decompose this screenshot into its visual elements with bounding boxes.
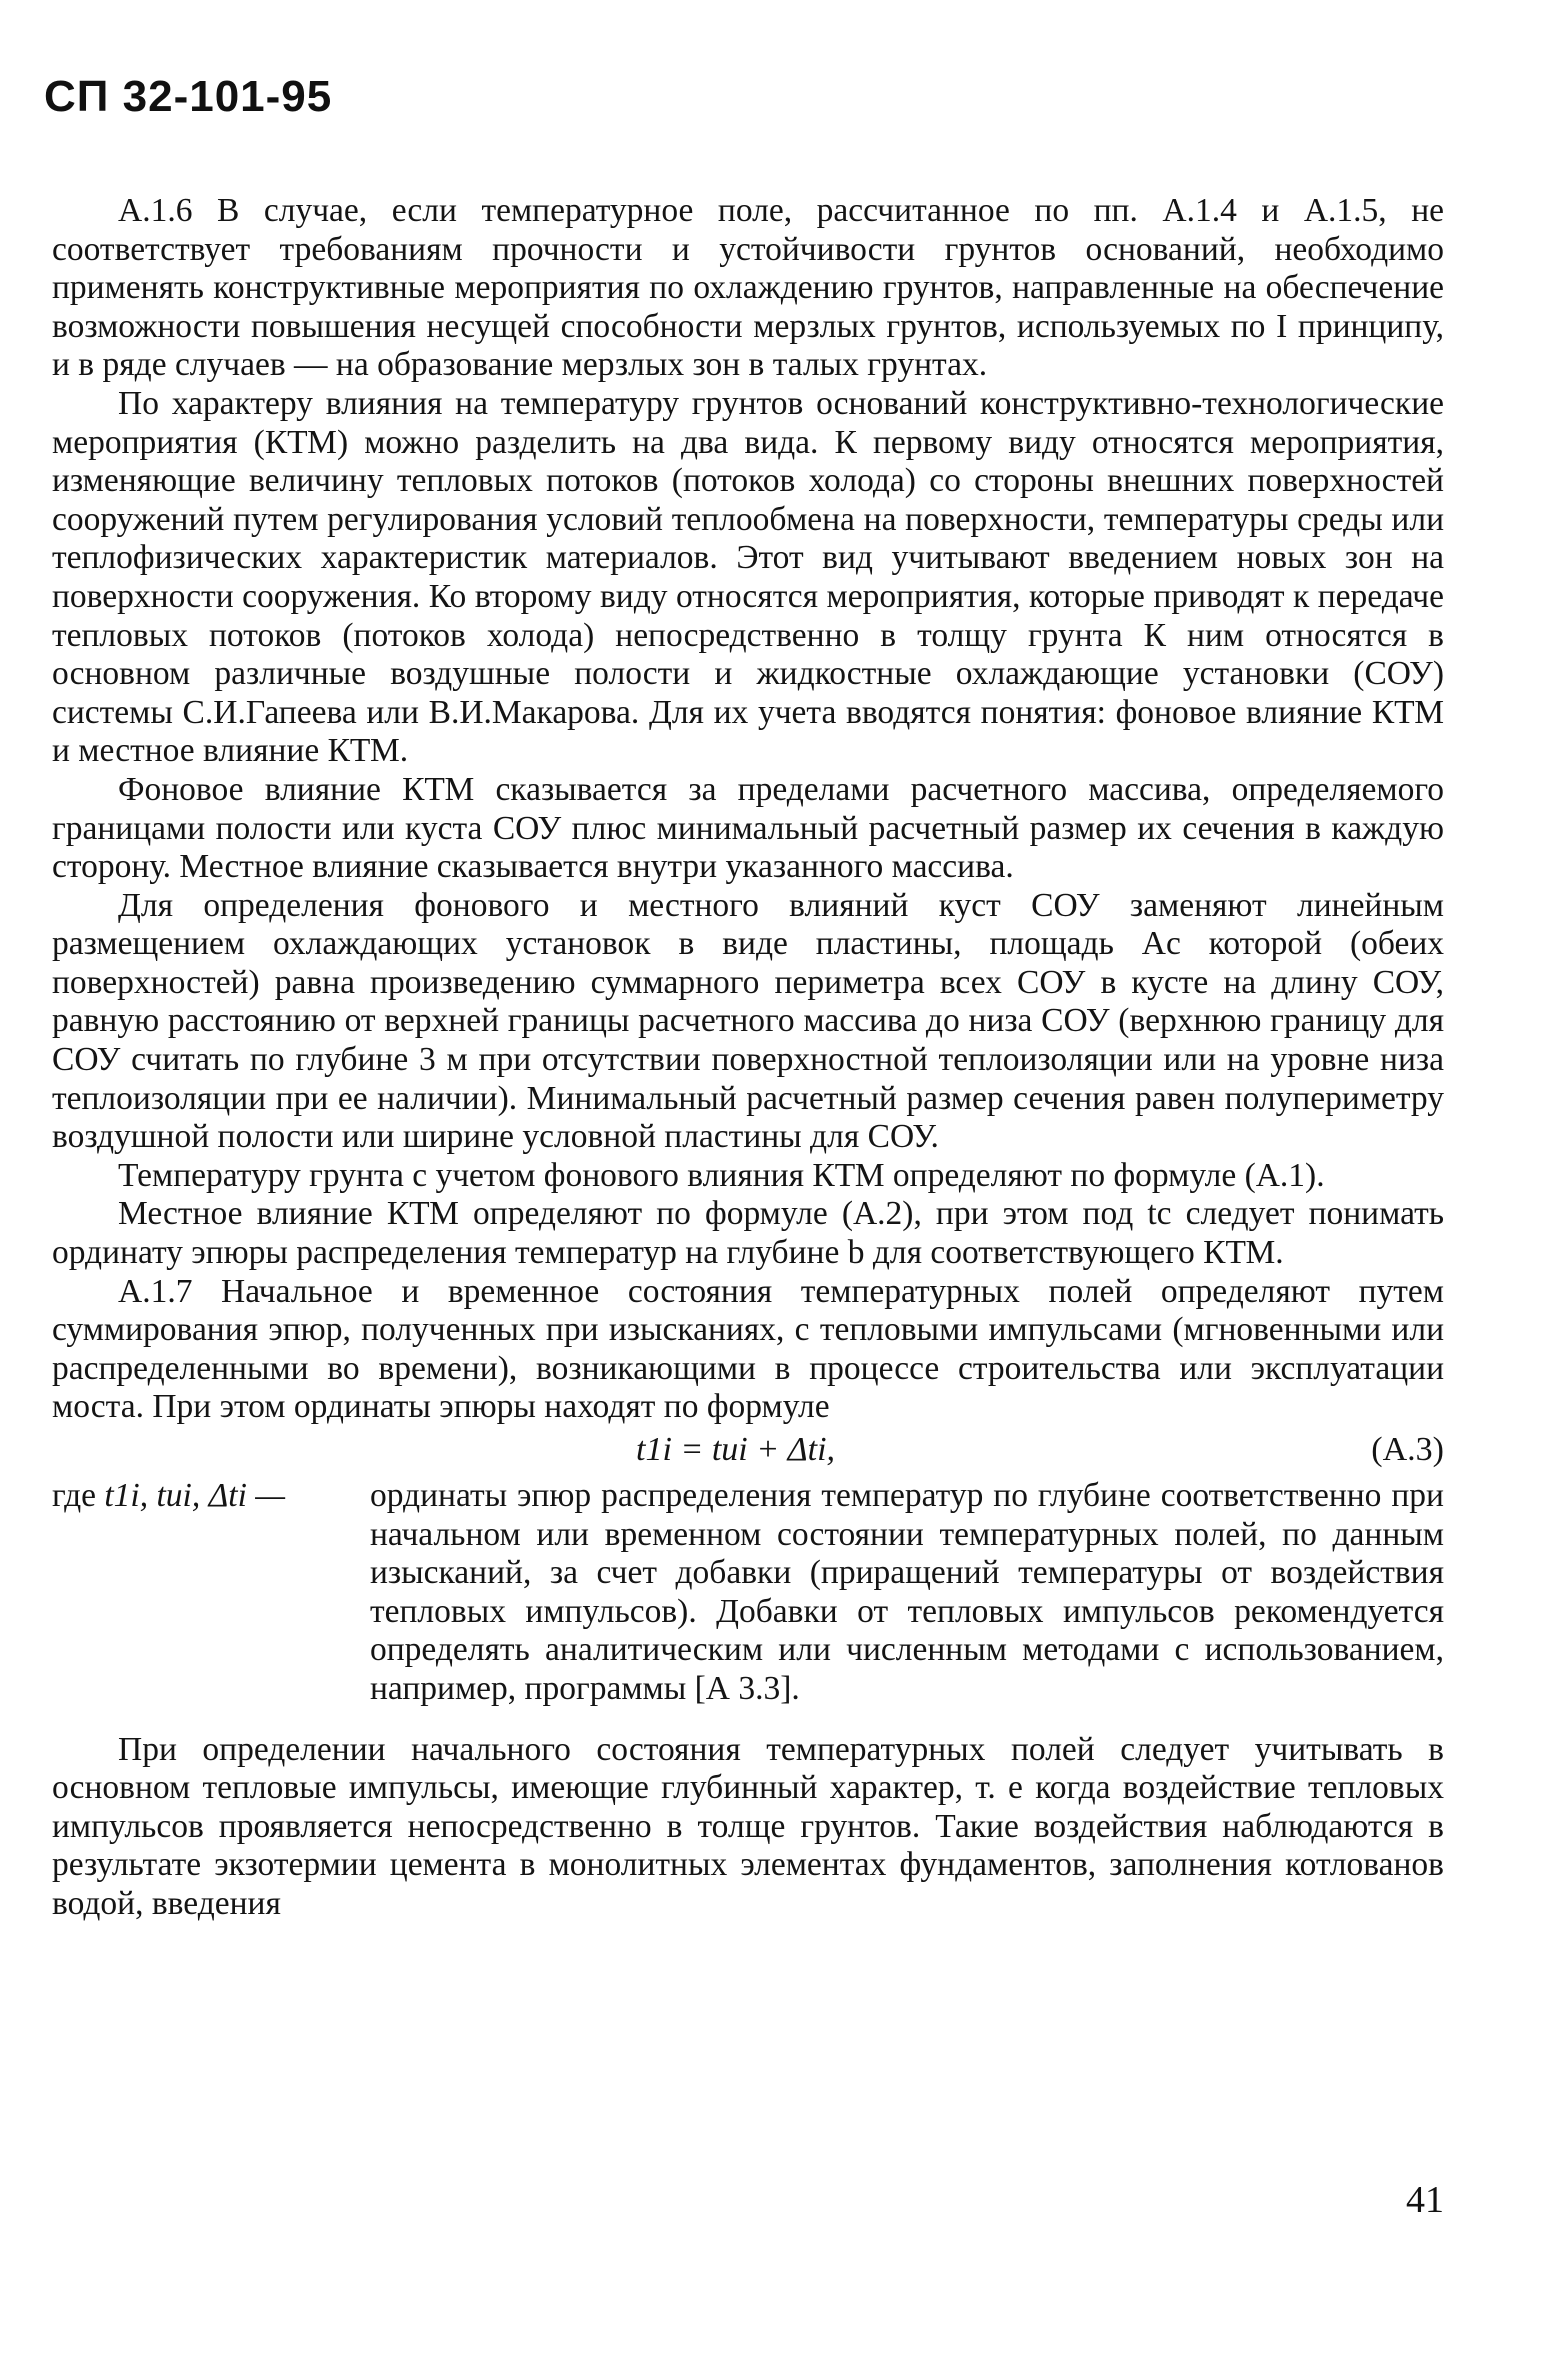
paragraph-formula-a1: Температуру грунта с учетом фонового влияния КТМ определяют по формуле (А.1). bbox=[118, 1156, 1325, 1194]
paragraph-formula-a2: Местное влияние КТМ определяют по формуле (А.2), при этом под tc следует понимать ординату эпюры распределения температур на глубине b для соответствующего КТМ. bbox=[52, 1195, 1444, 1272]
document-code-header: СП 32-101-95 bbox=[44, 72, 333, 121]
formula-a3: t1i = tиi + Δti, bbox=[636, 1431, 836, 1468]
legend-symbols bbox=[52, 1477, 370, 1709]
document-body bbox=[52, 192, 1444, 1924]
legend-symbol-list: t1i, tиi, Δti — bbox=[104, 1477, 286, 1514]
formula-legend bbox=[52, 1477, 1444, 1709]
paragraph-a-1-7: А.1.7 Начальное и временное состояния температурных полей определяют путем суммирования эпюр, полученных при изысканиях, с тепловыми импульсами (мгновенными или распределенными во времени), возникающими в процессе строительства или эксплуатации моста. При этом ординаты эпюры находят по формуле bbox=[52, 1272, 1444, 1426]
page-number: 41 bbox=[1406, 2179, 1444, 2221]
legend-description: ординаты эпюр распределения температур по глубине соответственно при начальном или временном состоянии температурных полей, по данным изысканий, за счет добавки (приращений температуры от воздействия тепловых импульсов). Добавки от тепловых импульсов рекомендуется определять аналитическим или численным методами с использованием, например, программы [А 3.3]. bbox=[370, 1477, 1444, 1707]
formula-row bbox=[52, 1431, 1444, 1473]
paragraph-ktm-types: По характеру влияния на температуру грунтов оснований конструктивно-технологические мероприятия (КТМ) можно разделить на два вида. К первому виду относятся мероприятия, изменяющие величину тепловых потоков (потоков холода) со стороны внешних поверхностей сооружений путем регулирования условий теплообмена на поверхности, температуры среды или теплофизических характеристик материалов. Этот вид учитывают введением новых зон на поверхности сооружения. Ко второму виду относятся мероприятия, которые приводят к передаче тепловых потоков (потоков холода) непосредственно в толщу грунта К ним относятся в основном различные воздушные полости и жидкостные охлаждающие установки (СОУ) системы С.И.Гапеева или В.И.Макарова. Для их учета вводятся понятия: фоновое влияние КТМ и местное влияние КТМ. bbox=[52, 384, 1444, 770]
paragraph-background-influence: Фоновое влияние КТМ сказывается за пределами расчетного массива, определяемого границами полости или куста СОУ плюс минимальный расчетный размер их сечения в каждую сторону. Местное влияние сказывается внутри указанного массива. bbox=[52, 770, 1444, 886]
formula-number: (А.3) bbox=[1371, 1431, 1444, 1468]
paragraph-a-1-6: А.1.6 В случае, если температурное поле, рассчитанное по пп. А.1.4 и А.1.5, не соответствует требованиям прочности и устойчивости грунтов оснований, необходимо применять конструктивные мероприятия по охлаждению грунтов, направленные на обеспечение возможности повышения несущей способности мерзлых грунтов, используемых по I принципу, и в ряде случаев — на образование мерзлых зон в талых грунтах. bbox=[52, 192, 1444, 384]
paragraph-initial-state: При определении начального состояния температурных полей следует учитывать в основном тепловые импульсы, имеющие глубинный характер, т. е когда воздействие тепловых импульсов проявляется непосредственно в толще грунтов. Такие воздействия наблюдаются в результате экзотермии цемента в монолитных элементах фундаментов, заполнения котлованов водой, введения bbox=[52, 1730, 1444, 1922]
legend-label: где bbox=[52, 1477, 96, 1514]
paragraph-sou-plate: Для определения фонового и местного влияний куст СОУ заменяют линейным размещением охлаждающих установок в виде пластины, площадь Ac которой (обеих поверхностей) равна произведению суммарного периметра всех СОУ в кусте на длину СОУ, равную расстоянию от верхней границы расчетного массива до низа СОУ (верхнюю границу для СОУ считать по глубине 3 м при отсутствии поверхностной теплоизоляции или на уровне низа теплоизоляции при ее наличии). Минимальный расчетный размер сечения равен полупериметру воздушной полости или ширине условной пластины для СОУ. bbox=[52, 886, 1444, 1156]
